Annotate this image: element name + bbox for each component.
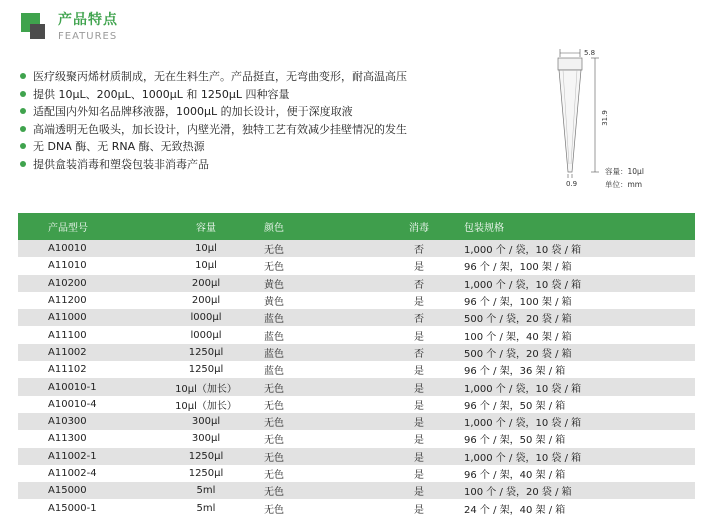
cell-packaging: 1,000 个 / 袋，10 袋 / 箱 bbox=[464, 240, 695, 257]
cell-packaging: 96 个 / 架，50 架 / 箱 bbox=[464, 396, 695, 413]
cell-packaging: 96 个 / 架，36 架 / 箱 bbox=[464, 361, 695, 378]
table-row bbox=[18, 309, 695, 326]
top-diameter-label: 5.8 bbox=[584, 49, 596, 57]
cell-packaging: 96 个 / 架，100 架 / 箱 bbox=[464, 257, 695, 274]
table-row bbox=[18, 430, 695, 447]
header-model: 产品型号 bbox=[18, 213, 148, 240]
cell-packaging: 1,000 个 / 袋，10 袋 / 箱 bbox=[464, 378, 695, 395]
table-row bbox=[18, 465, 695, 482]
cell-color: 蓝色 bbox=[264, 344, 374, 361]
cell-model: A10010-4 bbox=[18, 396, 148, 413]
cell-color: 无色 bbox=[264, 430, 374, 447]
cell-color: 无色 bbox=[264, 396, 374, 413]
cell-sterile: 否 bbox=[374, 344, 464, 361]
cell-packaging: 500 个 / 袋，20 袋 / 箱 bbox=[464, 344, 695, 361]
cell-model: A10200 bbox=[18, 275, 148, 292]
cell-capacity: 5ml bbox=[148, 482, 264, 499]
cell-model: A11010 bbox=[18, 257, 148, 274]
cell-capacity: 1250μl bbox=[148, 361, 264, 378]
bullet-icon bbox=[20, 73, 26, 79]
feature-list bbox=[20, 68, 407, 173]
table-row bbox=[18, 448, 695, 465]
bullet-icon bbox=[20, 91, 26, 97]
bullet-icon bbox=[20, 126, 26, 132]
cell-model: A11200 bbox=[18, 292, 148, 309]
cell-sterile: 是 bbox=[374, 396, 464, 413]
cell-color: 无色 bbox=[264, 499, 374, 516]
table-row bbox=[18, 499, 695, 516]
cell-capacity: 1250μl bbox=[148, 448, 264, 465]
cell-sterile: 是 bbox=[374, 430, 464, 447]
table-row bbox=[18, 292, 695, 309]
cell-capacity: 300μl bbox=[148, 430, 264, 447]
cell-sterile: 是 bbox=[374, 326, 464, 343]
table-row bbox=[18, 257, 695, 274]
header-color: 颜色 bbox=[264, 213, 374, 240]
logo-dark-square bbox=[30, 24, 45, 39]
brand-logo bbox=[21, 13, 47, 39]
section-title: 产品特点 bbox=[58, 12, 118, 28]
cell-color: 无色 bbox=[264, 465, 374, 482]
cell-color: 无色 bbox=[264, 257, 374, 274]
cell-capacity: 10μl bbox=[148, 257, 264, 274]
cell-color: 蓝色 bbox=[264, 309, 374, 326]
table-row bbox=[18, 326, 695, 343]
feature-item: 高端透明无色吸头，加长设计，内壁光滑，独特工艺有效减少挂壁情况的发生 bbox=[20, 121, 407, 139]
cell-color: 无色 bbox=[264, 413, 374, 430]
cell-model: A11100 bbox=[18, 326, 148, 343]
tip-body-icon bbox=[559, 70, 581, 172]
cell-color: 蓝色 bbox=[264, 361, 374, 378]
cell-model: A11102 bbox=[18, 361, 148, 378]
unit-label: 单位：mm bbox=[605, 180, 643, 189]
cell-packaging: 96 个 / 架，100 架 / 箱 bbox=[464, 292, 695, 309]
cell-model: A11002 bbox=[18, 344, 148, 361]
cell-model: A10010-1 bbox=[18, 378, 148, 395]
cell-packaging: 1,000 个 / 袋，10 袋 / 箱 bbox=[464, 275, 695, 292]
cell-sterile: 否 bbox=[374, 240, 464, 257]
header-capacity: 容量 bbox=[148, 213, 264, 240]
cell-capacity: l000μl bbox=[148, 309, 264, 326]
cell-packaging: 500 个 / 袋，20 袋 / 箱 bbox=[464, 309, 695, 326]
cell-color: 黄色 bbox=[264, 292, 374, 309]
header-sterile: 消毒 bbox=[374, 213, 464, 240]
table-row bbox=[18, 482, 695, 499]
cell-sterile: 是 bbox=[374, 482, 464, 499]
cell-capacity: 10μl bbox=[148, 240, 264, 257]
length-label: 31.9 bbox=[601, 110, 609, 126]
table-row bbox=[18, 396, 695, 413]
cell-sterile: 是 bbox=[374, 465, 464, 482]
bullet-icon bbox=[20, 108, 26, 114]
cell-color: 无色 bbox=[264, 482, 374, 499]
cell-packaging: 1,000 个 / 袋，10 袋 / 箱 bbox=[464, 413, 695, 430]
cell-sterile: 否 bbox=[374, 275, 464, 292]
cell-packaging: 100 个 / 架，40 架 / 箱 bbox=[464, 326, 695, 343]
cell-color: 蓝色 bbox=[264, 326, 374, 343]
cell-capacity: 5ml bbox=[148, 499, 264, 516]
cell-packaging: 1,000 个 / 袋，10 袋 / 箱 bbox=[464, 448, 695, 465]
cell-sterile: 是 bbox=[374, 413, 464, 430]
cell-sterile: 是 bbox=[374, 361, 464, 378]
cell-model: A15000 bbox=[18, 482, 148, 499]
section-subtitle: FEATURES bbox=[58, 31, 118, 42]
feature-item: 提供盒装消毒和塑袋包装非消毒产品 bbox=[20, 156, 407, 174]
table-header-row bbox=[18, 213, 695, 240]
cell-capacity: 10μl（加长） bbox=[148, 378, 264, 395]
cell-sterile: 是 bbox=[374, 378, 464, 395]
cell-model: A11000 bbox=[18, 309, 148, 326]
cell-capacity: 200μl bbox=[148, 275, 264, 292]
cell-packaging: 96 个 / 架，40 架 / 箱 bbox=[464, 465, 695, 482]
capacity-label: 容量：10μl bbox=[605, 167, 644, 176]
header-packaging: 包装规格 bbox=[464, 213, 695, 240]
cell-capacity: 1250μl bbox=[148, 344, 264, 361]
cell-model: A11002-1 bbox=[18, 448, 148, 465]
cell-capacity: 1250μl bbox=[148, 465, 264, 482]
bullet-icon bbox=[20, 161, 26, 167]
table-row bbox=[18, 275, 695, 292]
product-spec-table bbox=[18, 213, 695, 517]
cell-capacity: 10μl（加长） bbox=[148, 396, 264, 413]
table-body bbox=[18, 240, 695, 517]
cell-color: 黄色 bbox=[264, 275, 374, 292]
feature-item: 适配国内外知名品牌移液器，1000μL 的加长设计，便于深度取液 bbox=[20, 103, 407, 121]
cell-color: 无色 bbox=[264, 448, 374, 465]
tip-collar bbox=[558, 58, 582, 70]
cell-sterile: 是 bbox=[374, 257, 464, 274]
table-row bbox=[18, 413, 695, 430]
cell-model: A10010 bbox=[18, 240, 148, 257]
cell-color: 无色 bbox=[264, 378, 374, 395]
cell-capacity: l000μl bbox=[148, 326, 264, 343]
cell-packaging: 96 个 / 架，50 架 / 箱 bbox=[464, 430, 695, 447]
cell-sterile: 是 bbox=[374, 499, 464, 516]
cell-capacity: 300μl bbox=[148, 413, 264, 430]
table-row bbox=[18, 240, 695, 257]
cell-model: A11300 bbox=[18, 430, 148, 447]
table-row bbox=[18, 361, 695, 378]
tip-diameter-label: 0.9 bbox=[566, 180, 578, 188]
cell-sterile: 是 bbox=[374, 448, 464, 465]
cell-model: A10300 bbox=[18, 413, 148, 430]
feature-item: 提供 10μL、200μL、1000μL 和 1250μL 四种容量 bbox=[20, 86, 407, 104]
cell-packaging: 100 个 / 袋，20 袋 / 箱 bbox=[464, 482, 695, 499]
cell-color: 无色 bbox=[264, 240, 374, 257]
cell-model: A11002-4 bbox=[18, 465, 148, 482]
cell-packaging: 24 个 / 架，40 架 / 箱 bbox=[464, 499, 695, 516]
cell-sterile: 是 bbox=[374, 292, 464, 309]
feature-item: 医疗级聚丙烯材质制成，无在生料生产。产品挺直，无弯曲变形，耐高温高压 bbox=[20, 68, 407, 86]
cell-capacity: 200μl bbox=[148, 292, 264, 309]
table-row bbox=[18, 344, 695, 361]
cell-model: A15000-1 bbox=[18, 499, 148, 516]
feature-item: 无 DNA 酶、无 RNA 酶、无致热源 bbox=[20, 138, 407, 156]
table-row bbox=[18, 378, 695, 395]
cell-sterile: 否 bbox=[374, 309, 464, 326]
bullet-icon bbox=[20, 143, 26, 149]
